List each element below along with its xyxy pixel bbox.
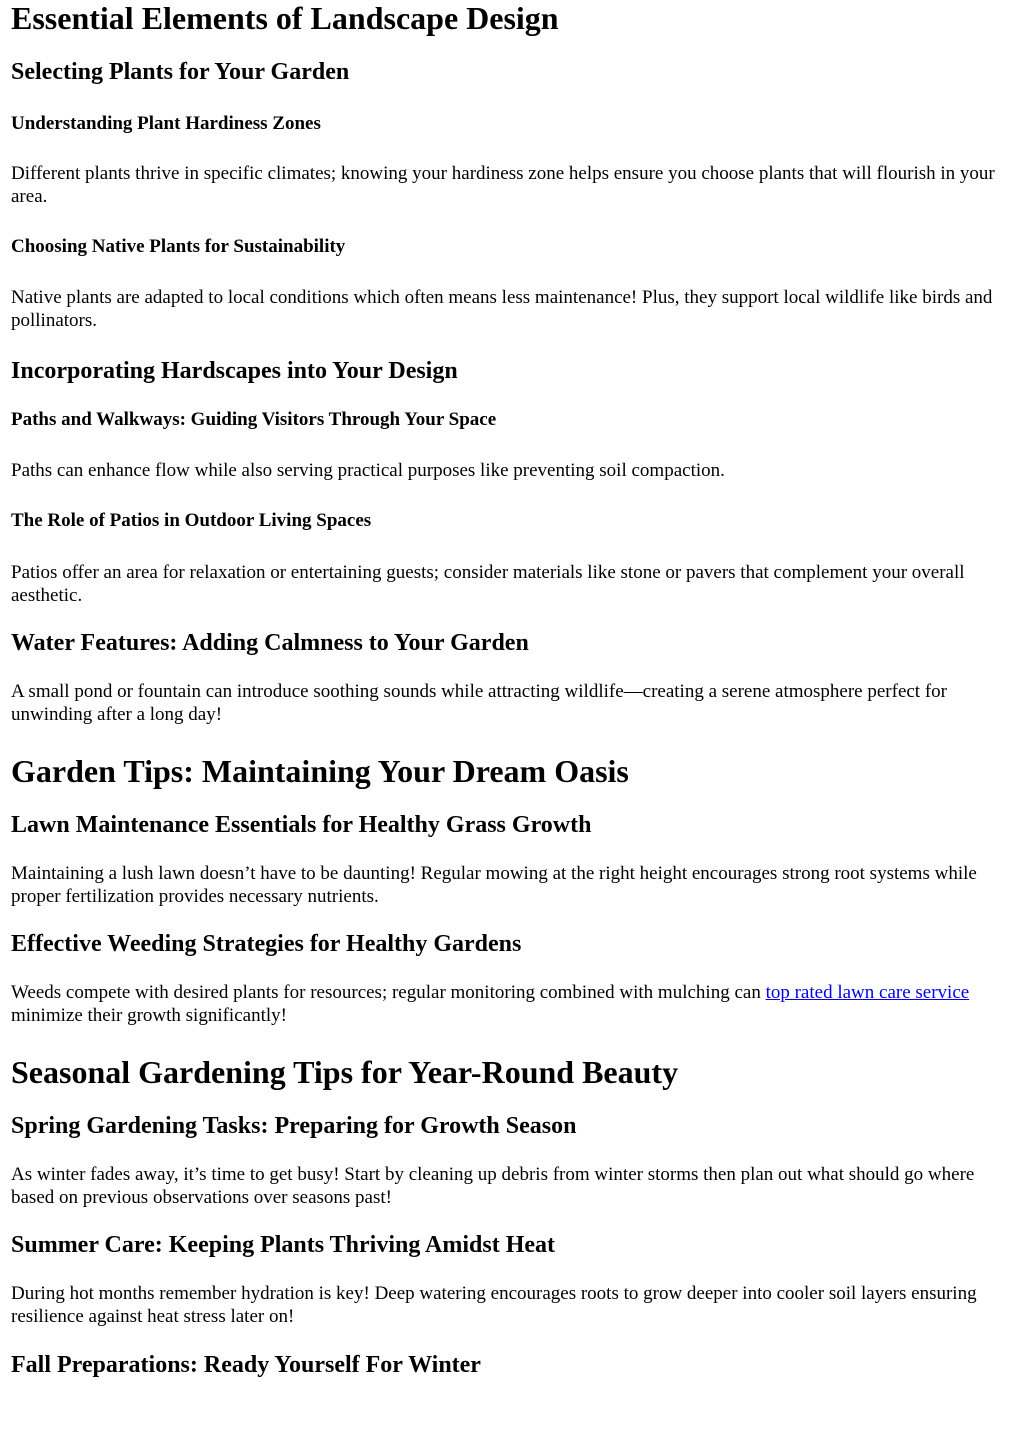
weeding-text-before: Weeds compete with desired plants for resources; regular monitoring combined with mulching can [11, 982, 766, 1003]
heading-native-plants: Choosing Native Plants for Sustainability [11, 236, 346, 257]
heading-paths-walkways: Paths and Walkways: Guiding Visitors Through Your Space [11, 409, 497, 430]
paragraph-summer: During hot months remember hydration is key! Deep watering encourages roots to grow deeper into cooler soil layers ensuring resilience against heat stress later on! [11, 1283, 977, 1327]
subsection-title-fall: Fall Preparations: Ready Yourself For Winter [11, 1352, 481, 1378]
lawn-care-service-link[interactable]: top rated lawn care service [765, 982, 970, 1003]
subsection-title-lawn-maintenance: Lawn Maintenance Essentials for Healthy Grass Growth [11, 812, 592, 838]
subsection-title-water-features: Water Features: Adding Calmness to Your Garden [11, 630, 529, 656]
subsection-title-spring: Spring Gardening Tasks: Preparing for Growth Season [11, 1113, 577, 1139]
subsection-title-selecting-plants: Selecting Plants for Your Garden [11, 59, 350, 85]
weeding-text-after: minimize their growth significantly! [11, 1005, 287, 1026]
paragraph-hardiness-zones: Different plants thrive in specific climates; knowing your hardiness zone helps ensure you choose plants that will flourish in your area. [11, 163, 995, 207]
paragraph-water-features: A small pond or fountain can introduce soothing sounds while attracting wildlife—creating a serene atmosphere perfect for unwinding after a long day! [11, 681, 947, 725]
section-title-garden-tips: Garden Tips: Maintaining Your Dream Oasis [11, 753, 629, 789]
subsection-title-hardscapes: Incorporating Hardscapes into Your Design [11, 358, 458, 384]
section-title-landscape-design: Essential Elements of Landscape Design [11, 0, 559, 36]
paragraph-weeding [11, 981, 1013, 1027]
paragraph-paths-walkways: Paths can enhance flow while also serving practical purposes like preventing soil compaction. [11, 460, 725, 481]
heading-hardiness-zones: Understanding Plant Hardiness Zones [11, 113, 321, 134]
subsection-title-weeding: Effective Weeding Strategies for Healthy Gardens [11, 931, 522, 957]
subsection-title-summer: Summer Care: Keeping Plants Thriving Amidst Heat [11, 1232, 556, 1258]
paragraph-native-plants: Native plants are adapted to local conditions which often means less maintenance! Plus, they support local wildlife like birds and pollinators. [11, 287, 993, 331]
paragraph-lawn-maintenance: Maintaining a lush lawn doesn’t have to be daunting! Regular mowing at the right height encourages strong root systems while proper fertilization provides necessary nutrients. [11, 863, 977, 907]
section-title-seasonal-tips: Seasonal Gardening Tips for Year-Round Beauty [11, 1054, 679, 1090]
paragraph-patios: Patios offer an area for relaxation or entertaining guests; consider materials like stone or pavers that complement your overall aesthetic. [11, 562, 965, 606]
paragraph-spring: As winter fades away, it’s time to get busy! Start by cleaning up debris from winter storms then plan out what should go where based on previous observations over seasons past! [11, 1164, 975, 1208]
heading-patios: The Role of Patios in Outdoor Living Spaces [11, 510, 372, 531]
